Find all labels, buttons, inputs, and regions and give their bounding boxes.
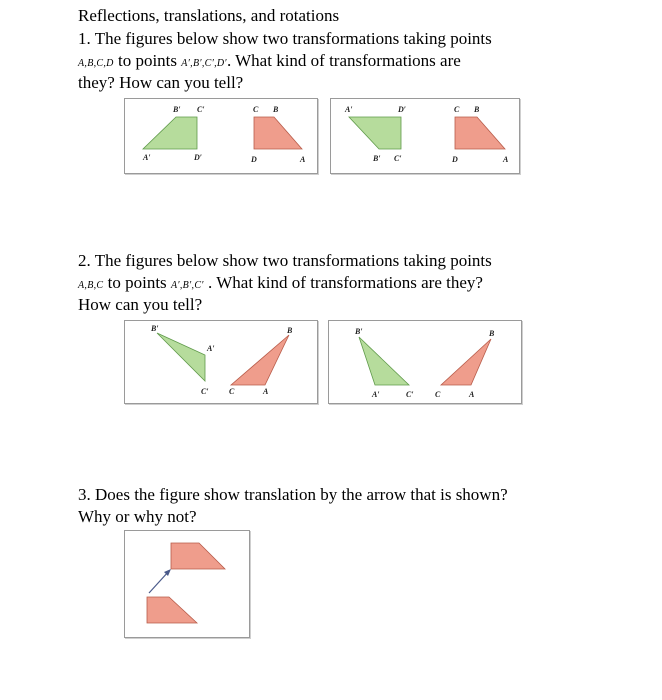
q1a-red-trapezoid [254,117,302,149]
q1a-label-g1: B′ [173,105,181,114]
q2-line1: 2. The figures below show two transformations taking points [78,251,492,270]
q3-bottom-red-trapezoid [147,597,197,623]
q1-line3: they? How can you tell? [78,73,244,92]
q1a-label-r2: B [273,105,279,114]
q3-line1: 3. Does the figure show translation by the arrow that is shown? [78,485,508,504]
page-title: Reflections, translations, and rotations [78,6,340,25]
q2b-label-r3: A [469,390,475,399]
q1-figure-a [124,98,318,174]
q1a-green-trapezoid [143,117,197,149]
q1-figure-b-drawing [331,99,519,173]
q1b-label-r3: D [452,155,458,164]
q2a-label-g1: B′ [151,324,159,333]
q2-points-original: A,B,C [78,280,104,291]
q1a-label-g4: D′ [194,153,203,162]
q1-line1: 1. The figures below show two transformations taking points [78,29,492,48]
q2a-label-r2: C [229,387,235,396]
q2-figure-a [124,320,318,404]
q2-points-image: A′,B′,C′ [170,280,204,291]
q1-to-points: to points [113,51,182,70]
q2-figure-a-drawing [125,321,317,403]
q2-line3: How can you tell? [78,295,203,314]
q2b-label-g2: A′ [372,390,380,399]
q2-figure-b-drawing [329,321,521,403]
q1b-label-g1: A′ [345,105,353,114]
q2b-label-g1: B′ [355,327,363,336]
q2b-label-r1: B [489,329,495,338]
q2a-label-r1: B [287,326,293,335]
q2a-label-g3: C′ [201,387,209,396]
q3-arrow-shaft [149,571,169,593]
q2b-red-triangle [441,339,491,385]
q1-points-original: A,B,C,D [78,58,114,69]
q1b-label-g2: D′ [398,105,407,114]
q2a-red-triangle [231,335,289,385]
q1a-label-r3: D [251,155,257,164]
q3-top-red-trapezoid [171,543,225,569]
q2a-label-g2: A′ [207,344,215,353]
q1-figure-b [330,98,520,174]
q2-question: . What kind of transformations are they? [203,273,483,292]
q2b-green-triangle [359,337,409,385]
q1-question: . What kind of transformations are [226,51,461,70]
q1b-label-r4: A [503,155,509,164]
q1b-label-r1: C [454,105,460,114]
q1a-label-r4: A [300,155,306,164]
q1a-label-r1: C [253,105,259,114]
q1b-label-g4: C′ [394,154,402,163]
q2a-green-triangle [157,333,205,381]
q2-to-points: to points [103,273,171,292]
q2-figure-b [328,320,522,404]
q1-figure-a-drawing [125,99,317,173]
q2b-label-g3: C′ [406,390,414,399]
q2b-label-r2: C [435,390,441,399]
q2a-label-r3: A [263,387,269,396]
q1a-label-g3: A′ [143,153,151,162]
q1b-label-g3: B′ [373,154,381,163]
q1b-green-trapezoid [349,117,401,149]
q1b-label-r2: B [474,105,480,114]
q3-figure [124,530,250,638]
q3-line2: Why or why not? [78,507,197,526]
q1b-red-trapezoid [455,117,505,149]
q3-figure-drawing [125,531,249,637]
q1a-label-g2: C′ [197,105,205,114]
q1-points-image: A′,B′,C′,D′ [181,58,227,69]
